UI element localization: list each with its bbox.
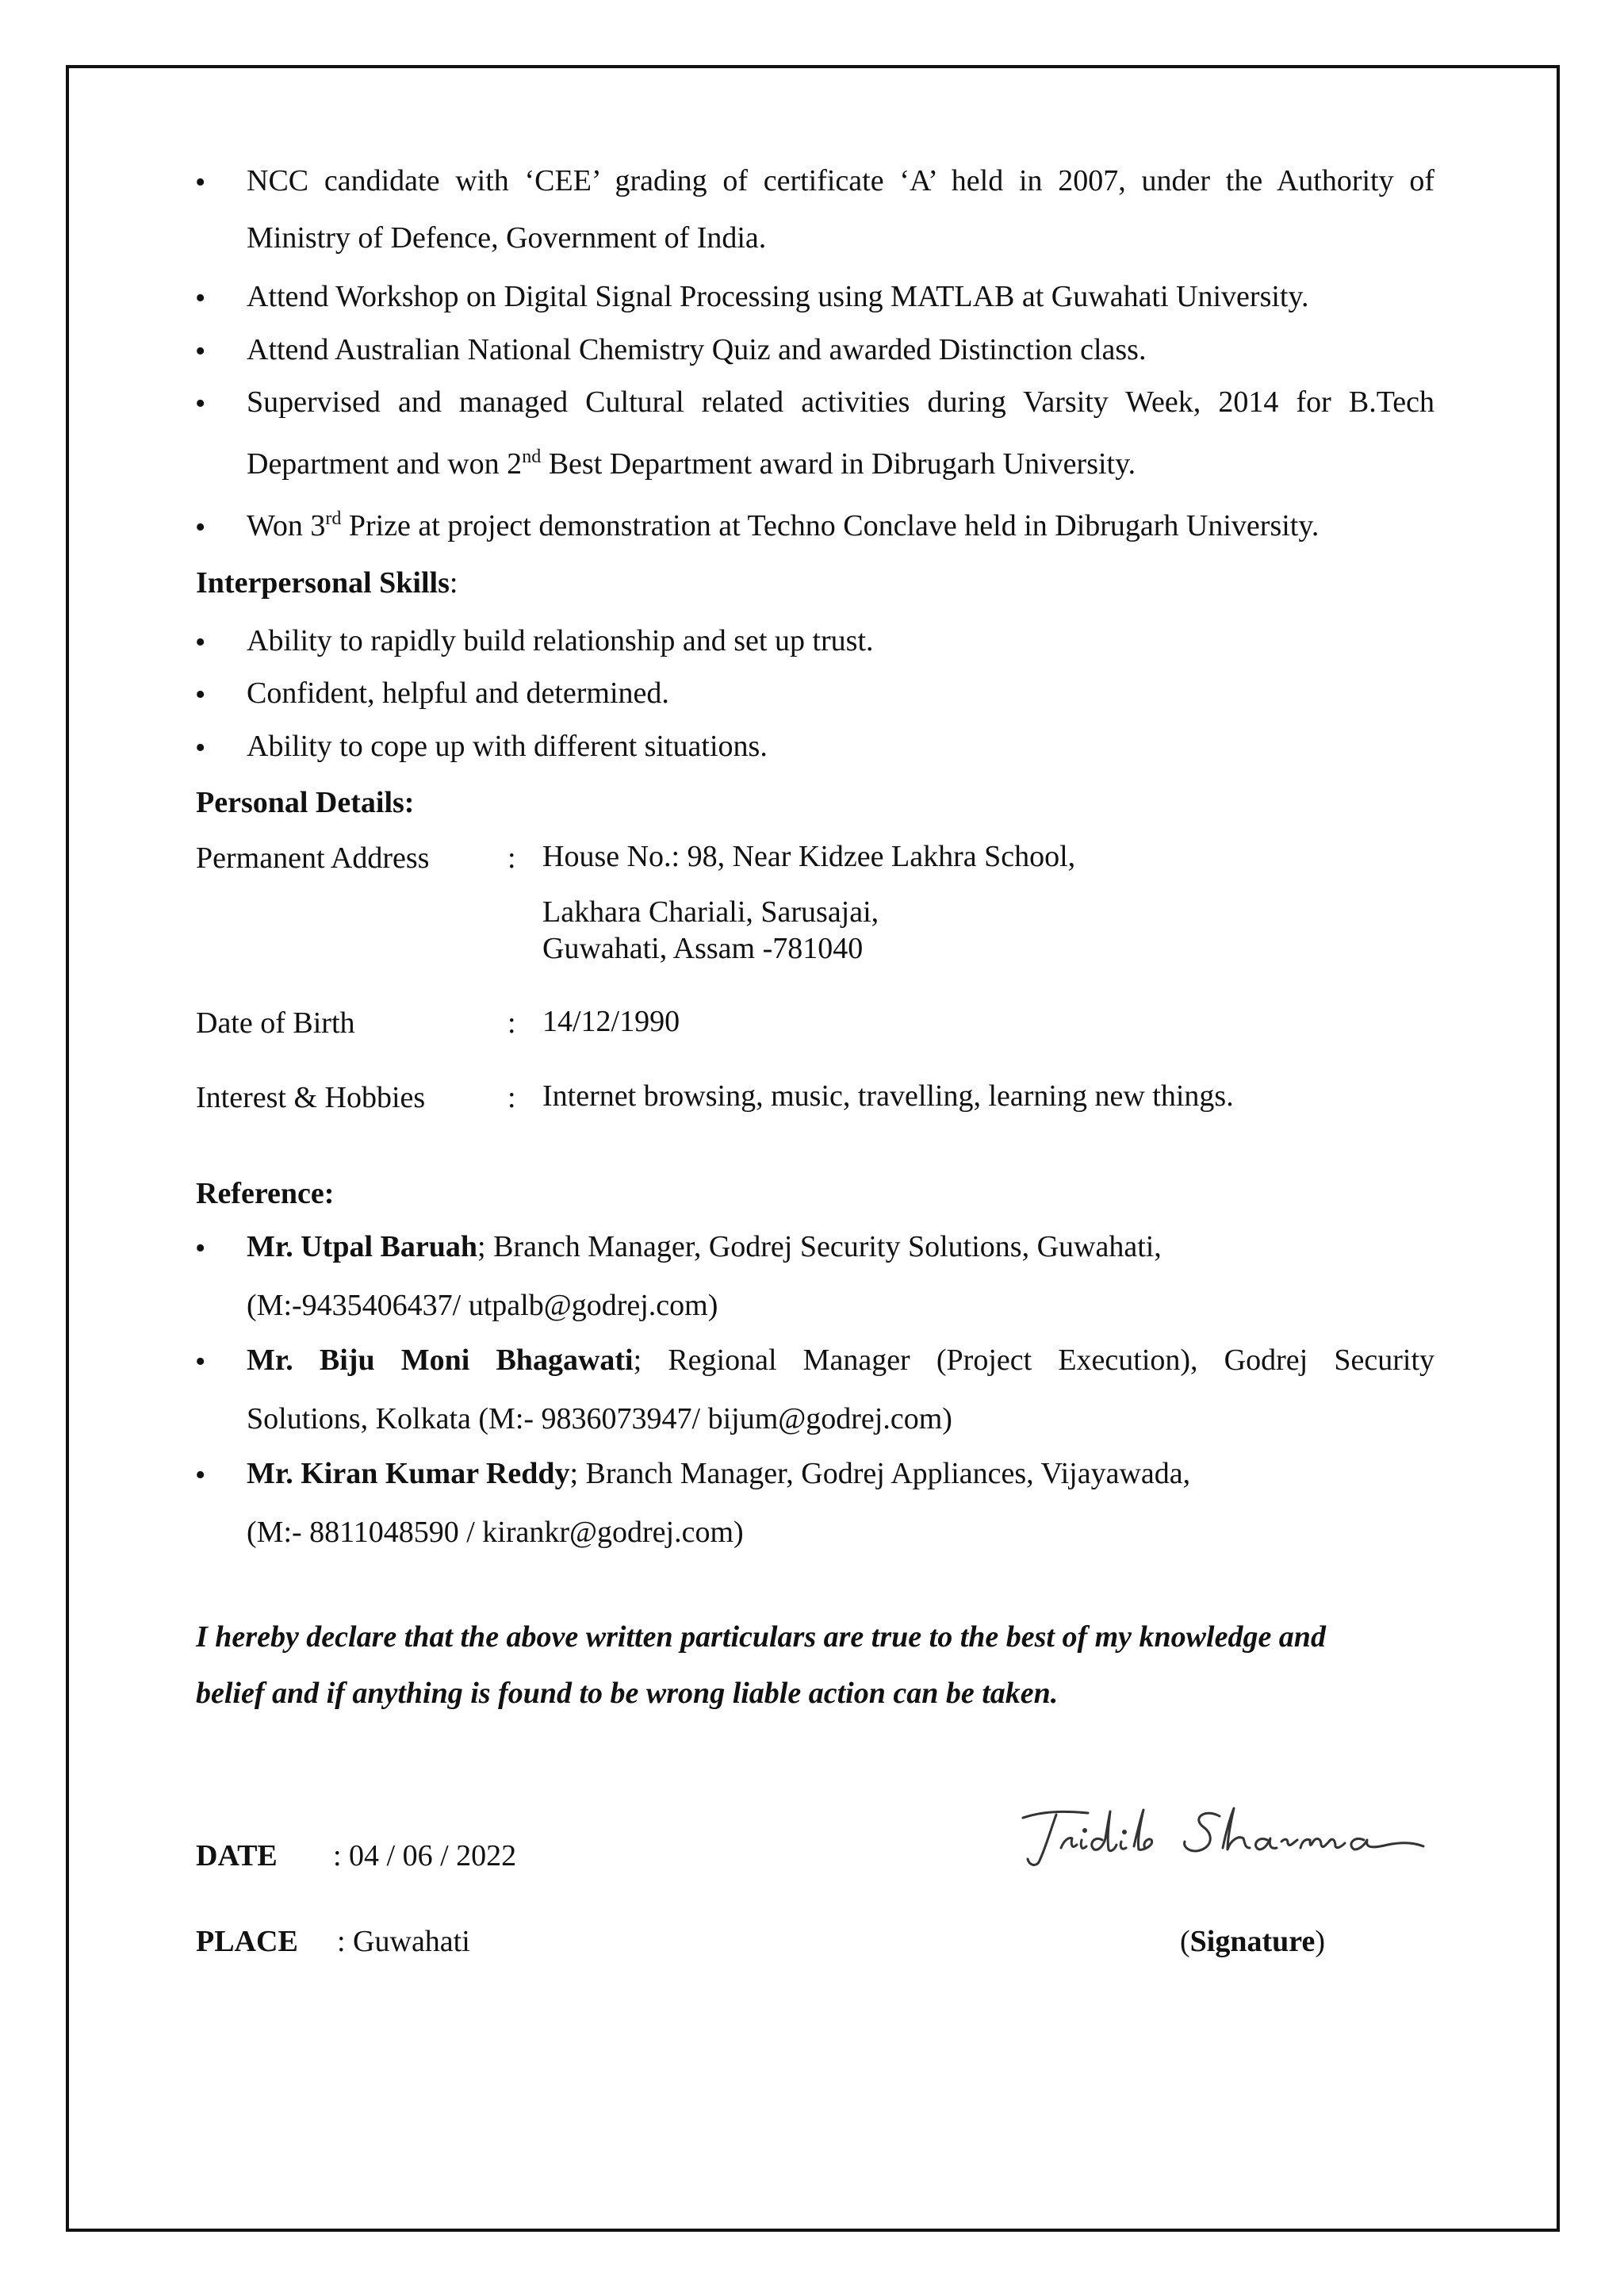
- declaration-line: I hereby declare that the above written particulars are true to the best of my knowledge and: [196, 1620, 1326, 1654]
- colon: :: [508, 841, 516, 875]
- dob-label: Date of Birth: [196, 1006, 355, 1040]
- bullet-icon: •: [195, 1345, 206, 1378]
- list-item-text: Mr. Utpal Baruah; Branch Manager, Godrej Security Solutions, Guwahati,: [247, 1230, 1162, 1263]
- bullet-icon: •: [195, 282, 206, 315]
- list-item-text-continued: (M:- 8811048590 / kirankr@godrej.com): [247, 1516, 744, 1549]
- address-label: Permanent Address: [196, 841, 430, 875]
- bullet-icon: •: [195, 678, 206, 711]
- list-item-text-continued: Department and won 2nd Best Department award in Dibrugarh University.: [247, 447, 1136, 481]
- list-item-text: Ability to cope up with different situations.: [247, 730, 768, 763]
- date-value: : 04 / 06 / 2022: [333, 1839, 517, 1872]
- list-item-text: Attend Australian National Chemistry Quiz and awarded Distinction class.: [247, 333, 1147, 366]
- address-line: Lakhara Chariali, Sarusajai,: [542, 895, 879, 929]
- bullet-icon: •: [195, 387, 206, 420]
- list-item-text-continued: Ministry of Defence, Government of India.: [247, 221, 767, 255]
- place-value: : Guwahati: [337, 1925, 470, 1958]
- list-item-text: Ability to rapidly build relationship and set up trust.: [247, 624, 874, 657]
- reference-name: Mr. Utpal Baruah: [247, 1230, 478, 1263]
- reference-name: Mr. Kiran Kumar Reddy: [247, 1457, 570, 1490]
- bullet-icon: •: [195, 626, 206, 659]
- address-line: Guwahati, Assam -781040: [542, 932, 864, 965]
- reference-name: Mr. Biju Moni Bhagawati: [247, 1343, 634, 1377]
- list-item-text-continued: Solutions, Kolkata (M:- 9836073947/ bijum@godrej.com): [247, 1402, 952, 1435]
- colon: :: [508, 1006, 516, 1040]
- bullet-icon: •: [195, 1458, 206, 1492]
- bullet-icon: •: [195, 731, 206, 765]
- section-heading-reference: Reference:: [196, 1177, 335, 1210]
- list-item-text: Attend Workshop on Digital Signal Processing using MATLAB at Guwahati University.: [247, 280, 1309, 313]
- place-label: PLACE: [196, 1925, 298, 1958]
- list-item-text: Won 3rd Prize at project demonstration at Techno Conclave held in Dibrugarh University.: [247, 508, 1320, 542]
- list-item-text: Mr. Biju Moni Bhagawati; Regional Manager (Project Execution), Godrej Security: [247, 1343, 1434, 1377]
- hobbies-value: Internet browsing, music, travelling, learning new things.: [542, 1079, 1234, 1113]
- list-item-text: NCC candidate with ‘CEE’ grading of certificate ‘A’ held in 2007, under the Authority of: [247, 164, 1434, 197]
- list-item-text: Confident, helpful and determined.: [247, 677, 669, 710]
- list-item-text-continued: (M:-9435406437/ utpalb@godrej.com): [247, 1289, 718, 1322]
- address-line: House No.: 98, Near Kidzee Lakhra School,: [542, 840, 1076, 873]
- date-label: DATE: [196, 1839, 278, 1872]
- signature-image: [1015, 1800, 1435, 1872]
- ordinal-suffix: rd: [325, 508, 342, 529]
- hobbies-label: Interest & Hobbies: [196, 1081, 426, 1114]
- bullet-icon: •: [195, 335, 206, 368]
- ordinal-suffix: nd: [522, 447, 542, 467]
- declaration-line: belief and if anything is found to be wrong liable action can be taken.: [196, 1677, 1059, 1710]
- section-heading-personal: Personal Details:: [196, 786, 415, 819]
- colon: :: [508, 1081, 516, 1114]
- signature-caption: (Signature): [1180, 1925, 1325, 1958]
- section-heading-interpersonal: Interpersonal Skills:: [196, 566, 458, 600]
- bullet-icon: •: [195, 166, 206, 199]
- bullet-icon: •: [195, 1232, 206, 1265]
- list-item-text: Supervised and managed Cultural related activities during Varsity Week, 2014 for B.Tech: [247, 385, 1434, 419]
- bullet-icon: •: [195, 511, 206, 544]
- list-item-text: Mr. Kiran Kumar Reddy; Branch Manager, Godrej Appliances, Vijayawada,: [247, 1457, 1191, 1490]
- dob-value: 14/12/1990: [542, 1005, 680, 1038]
